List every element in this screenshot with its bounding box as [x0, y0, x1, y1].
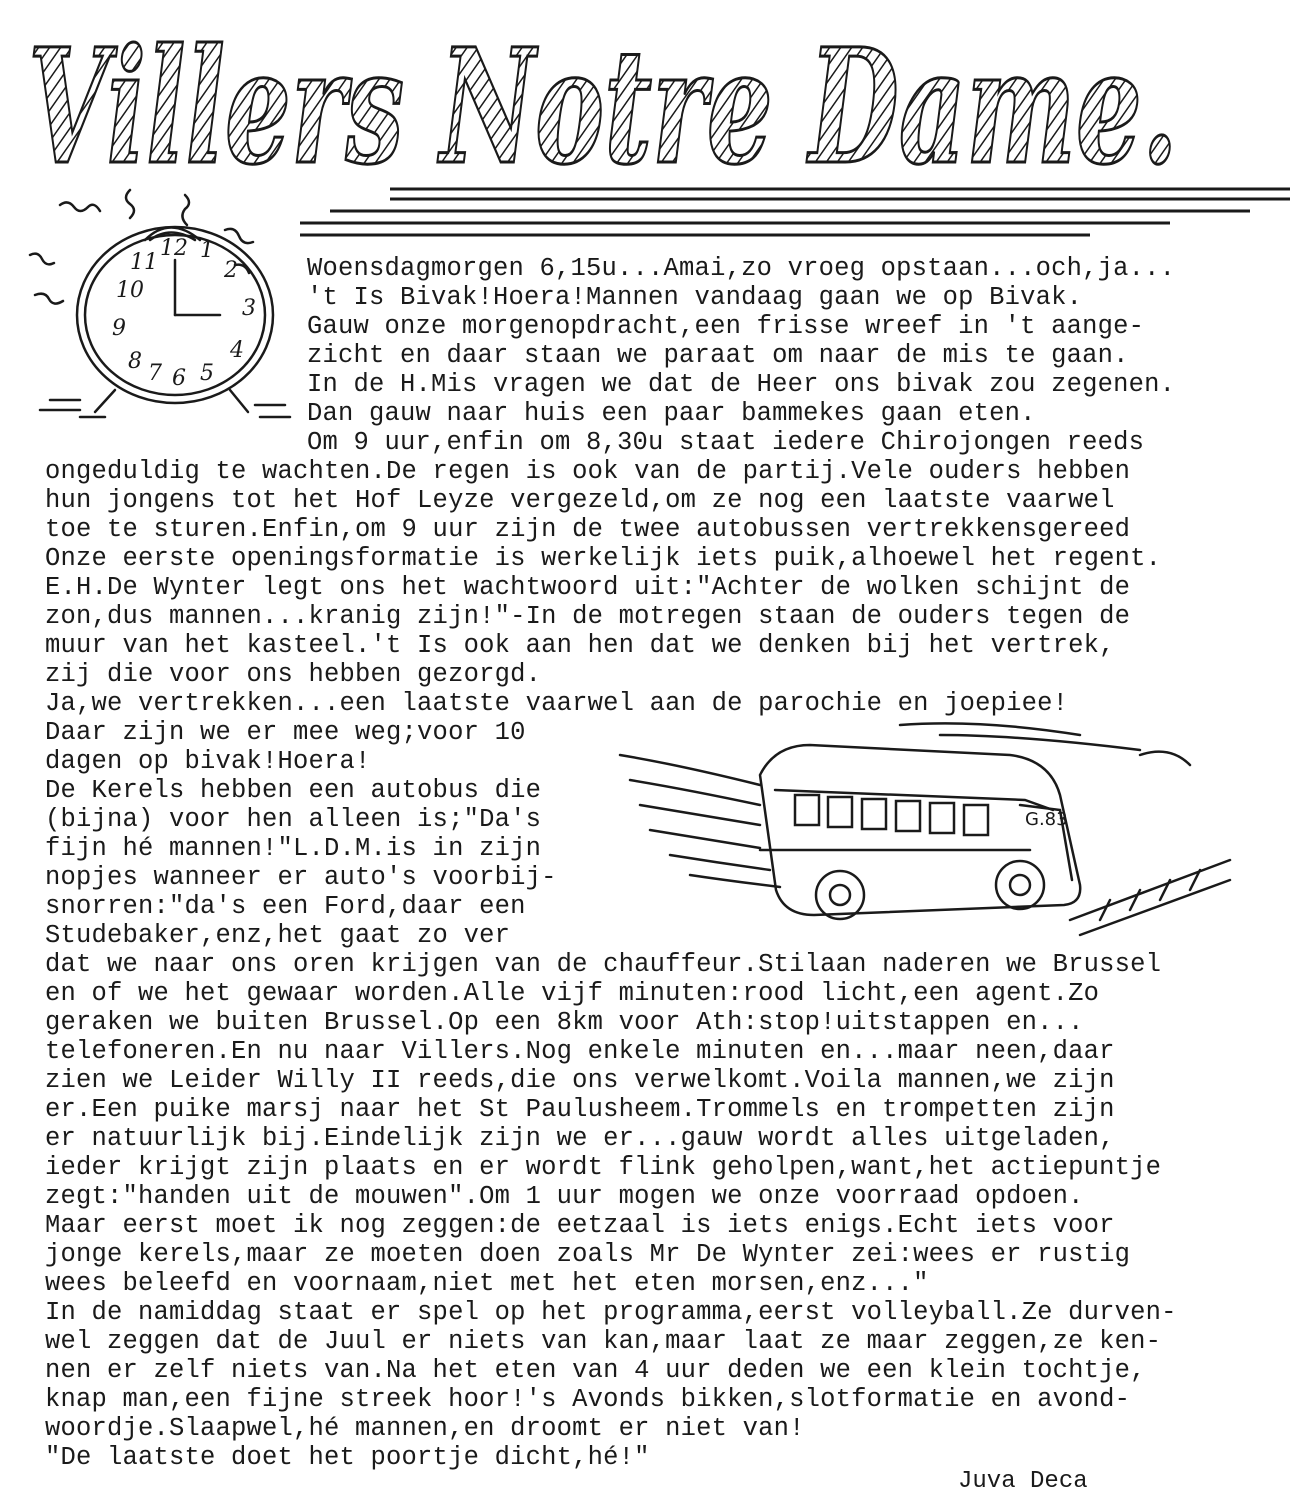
text-line: (bijna) voor hen alleen is;"Da's — [45, 805, 542, 834]
text-line: Daar zijn we er mee weg;voor 10 — [45, 718, 526, 747]
text-line: Woensdagmorgen 6,15u...Amai,zo vroeg opstaan...och,ja... — [307, 254, 1176, 283]
clock-numeral-10: 10 — [116, 278, 144, 303]
text-line: ongeduldig te wachten.De regen is ook van de partij.Vele ouders hebben — [45, 457, 1131, 486]
text-line: nen er zelf niets van.Na het eten van 4 uur deden we een klein tochtje, — [45, 1356, 1146, 1385]
alarm-clock-illustration — [20, 185, 310, 445]
text-line: De Kerels hebben een autobus die — [45, 776, 542, 805]
text-line: Gauw onze morgenopdracht,een frisse wreef in 't aange- — [307, 312, 1145, 341]
title-underline-rules — [290, 185, 1290, 245]
text-line: wel zeggen dat de Juul er niets van kan,maar laat ze maar zeggen,ze ken- — [45, 1327, 1162, 1356]
text-line: "De laatste doet het poortje dicht,hé!" — [45, 1443, 650, 1472]
text-line: jonge kerels,maar ze moeten doen zoals Mr De Wynter zei:wees er rustig — [45, 1240, 1131, 1269]
text-line: Ja,we vertrekken...een laatste vaarwel aan de parochie en joepiee! — [45, 689, 1069, 718]
text-line: Onze eerste openingsformatie is werkelijk iets puik,alhoewel het regent. — [45, 544, 1162, 573]
text-line: zegt:"handen uit de mouwen".Om 1 uur mogen we onze voorraad opdoen. — [45, 1182, 1084, 1211]
text-line: In de H.Mis vragen we dat de Heer ons bivak zou zegenen. — [307, 370, 1176, 399]
clock-numeral-3: 3 — [242, 296, 256, 321]
clock-numeral-2: 2 — [224, 258, 238, 283]
text-line: Om 9 uur,enfin om 8,30u staat iedere Chirojongen reeds — [307, 428, 1145, 457]
bus-label: G.83 — [1025, 809, 1068, 830]
clock-numeral-11: 11 — [130, 250, 158, 275]
author-signature: Juva Deca — [958, 1468, 1088, 1495]
text-line: muur van het kasteel.'t Is ook aan hen dat we denken bij het vertrek, — [45, 631, 1115, 660]
clock-numeral-6: 6 — [172, 366, 186, 391]
text-line: en of we het gewaar worden.Alle vijf minuten:rood licht,een agent.Zo — [45, 979, 1100, 1008]
text-line: zij die voor ons hebben gezorgd. — [45, 660, 542, 689]
text-line: nopjes wanneer er auto's voorbij- — [45, 863, 557, 892]
text-line: wees beleefd en voornaam,niet met het eten morsen,enz..." — [45, 1269, 929, 1298]
clock-numeral-1: 1 — [200, 238, 214, 263]
page-title: Villers Notre Dame. — [28, 15, 1178, 195]
clock-numeral-5: 5 — [200, 361, 214, 386]
text-line: In de namiddag staat er spel op het programma,eerst volleyball.Ze durven- — [45, 1298, 1177, 1327]
text-line: E.H.De Wynter legt ons het wachtwoord uit:"Achter de wolken schijnt de — [45, 573, 1131, 602]
text-line: Studebaker,enz,het gaat zo ver — [45, 921, 511, 950]
text-line: zon,dus mannen...kranig zijn!"-In de motregen staan de ouders tegen de — [45, 602, 1131, 631]
text-line: Maar eerst moet ik nog zeggen:de eetzaal is iets enigs.Echt iets voor — [45, 1211, 1115, 1240]
clock-numeral-4: 4 — [230, 338, 244, 363]
clock-numeral-8: 8 — [128, 349, 142, 374]
text-line: snorren:"da's een Ford,daar een — [45, 892, 526, 921]
clock-numeral-12: 12 — [160, 236, 188, 261]
clock-numeral-9: 9 — [112, 316, 126, 341]
text-line: hun jongens tot het Hof Leyze vergezeld,om ze nog een laatste vaarwel — [45, 486, 1115, 515]
text-line: woordje.Slaapwel,hé mannen,en droomt er niet van! — [45, 1414, 805, 1443]
text-line: ieder krijgt zijn plaats en er wordt flink geholpen,want,het actiepuntje — [45, 1153, 1162, 1182]
text-line: 't Is Bivak!Hoera!Mannen vandaag gaan we op Bivak. — [307, 283, 1083, 312]
text-line: zien we Leider Willy II reeds,die ons verwelkomt.Voila mannen,we zijn — [45, 1066, 1115, 1095]
text-line: knap man,een fijne streek hoor!'s Avonds bikken,slotformatie en avond- — [45, 1385, 1131, 1414]
text-line: fijn hé mannen!"L.D.M.is in zijn — [45, 834, 542, 863]
text-line: dagen op bivak!Hoera! — [45, 747, 371, 776]
text-line: telefoneren.En nu naar Villers.Nog enkele minuten en...maar neen,daar — [45, 1037, 1115, 1066]
clock-numeral-7: 7 — [148, 361, 162, 386]
text-line: toe te sturen.Enfin,om 9 uur zijn de twee autobussen vertrekkensgereed — [45, 515, 1131, 544]
text-line: er natuurlijk bij.Eindelijk zijn we er...gauw wordt alles uitgeladen, — [45, 1124, 1115, 1153]
bus-illustration — [600, 705, 1240, 945]
text-line: geraken we buiten Brussel.Op een 8km voor Ath:stop!uitstappen en... — [45, 1008, 1084, 1037]
text-line: er.Een puike marsj naar het St Paulusheem.Trommels en trompetten zijn — [45, 1095, 1115, 1124]
text-line: dat we naar ons oren krijgen van de chauffeur.Stilaan naderen we Brussel — [45, 950, 1162, 979]
text-line: zicht en daar staan we paraat om naar de mis te gaan. — [307, 341, 1129, 370]
title-lettering — [20, 10, 1190, 195]
text-line: Dan gauw naar huis een paar bammekes gaan eten. — [307, 399, 1036, 428]
